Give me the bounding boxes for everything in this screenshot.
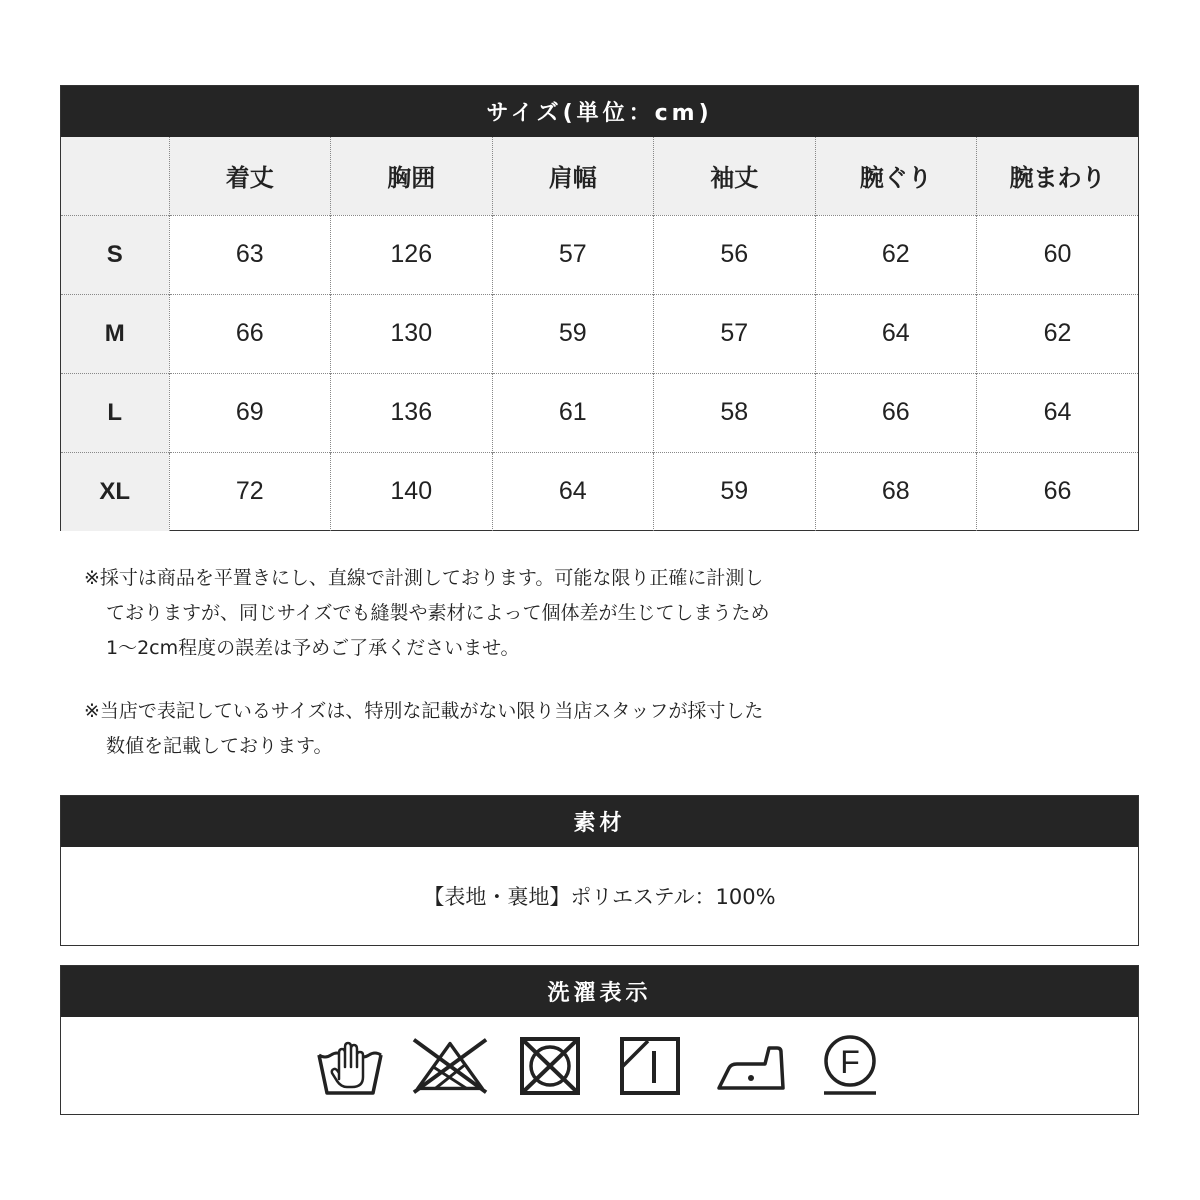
table-cell: 130 — [331, 294, 493, 373]
header-cell-empty — [61, 137, 169, 215]
table-cell: 64 — [492, 452, 654, 531]
header-cell-chest: 胸囲 — [331, 137, 493, 215]
dry-clean-letter: F — [839, 1043, 860, 1080]
table-cell: 64 — [977, 373, 1139, 452]
material-title: 素材 — [61, 796, 1138, 847]
table-cell: 126 — [331, 215, 493, 294]
table-cell: 63 — [169, 215, 331, 294]
table-cell: 57 — [654, 294, 816, 373]
size-label: L — [61, 373, 169, 452]
table-cell: 58 — [654, 373, 816, 452]
table-row — [61, 373, 1138, 452]
line-dry-shade-icon — [610, 1031, 690, 1101]
table-cell: 69 — [169, 373, 331, 452]
header-cell-sleeve: 袖丈 — [654, 137, 816, 215]
table-row — [61, 215, 1138, 294]
table-cell: 59 — [654, 452, 816, 531]
table-row — [61, 452, 1138, 531]
care-icons — [61, 1017, 1138, 1114]
table-cell: 61 — [492, 373, 654, 452]
size-label: XL — [61, 452, 169, 531]
note-line: ※採寸は商品を平置きにし、直線で計測しております。可能な限り正確に計測し — [84, 567, 764, 589]
table-cell: 136 — [331, 373, 493, 452]
material-text: 【表地・裏地】ポリエステル：100% — [423, 885, 776, 909]
note-line: ておりますが、同じサイズでも縫製や素材によって個体差が生じてしまうため — [106, 602, 770, 624]
header-cell-armhole: 腕ぐり — [815, 137, 977, 215]
hand-wash-icon — [310, 1031, 390, 1101]
dry-clean-f-icon — [810, 1031, 890, 1101]
size-label: S — [61, 215, 169, 294]
header-cell-arm-circumference: 腕まわり — [977, 137, 1139, 215]
table-cell: 59 — [492, 294, 654, 373]
table-cell: 62 — [977, 294, 1139, 373]
size-table — [61, 137, 1138, 531]
table-cell: 57 — [492, 215, 654, 294]
table-cell: 66 — [977, 452, 1139, 531]
table-cell: 68 — [815, 452, 977, 531]
table-cell: 72 — [169, 452, 331, 531]
table-cell: 64 — [815, 294, 977, 373]
low-iron-icon — [710, 1031, 790, 1101]
size-note — [84, 694, 763, 764]
header-cell-shoulder: 肩幅 — [492, 137, 654, 215]
care-title: 洗濯表示 — [61, 966, 1138, 1017]
note-line: ※当店で表記しているサイズは、特別な記載がない限り当店スタッフが採寸した — [84, 700, 764, 722]
care-section — [60, 965, 1139, 1115]
note-line: 数値を記載しております。 — [106, 735, 333, 757]
table-cell: 66 — [815, 373, 977, 452]
size-table-header-row — [61, 137, 1138, 215]
size-table-title: サイズ(単位：cm) — [61, 86, 1138, 137]
measurement-note — [84, 561, 769, 666]
table-cell: 140 — [331, 452, 493, 531]
note-line: 1〜2cm程度の誤差は予めご了承くださいませ。 — [106, 637, 520, 659]
table-cell: 66 — [169, 294, 331, 373]
table-row — [61, 294, 1138, 373]
header-cell-length: 着丈 — [169, 137, 331, 215]
no-tumble-dry-icon — [510, 1031, 590, 1101]
table-cell: 62 — [815, 215, 977, 294]
material-section — [60, 795, 1139, 946]
no-bleach-icon — [410, 1031, 490, 1101]
size-label: M — [61, 294, 169, 373]
table-cell: 60 — [977, 215, 1139, 294]
table-cell: 56 — [654, 215, 816, 294]
size-table-section — [60, 85, 1139, 531]
